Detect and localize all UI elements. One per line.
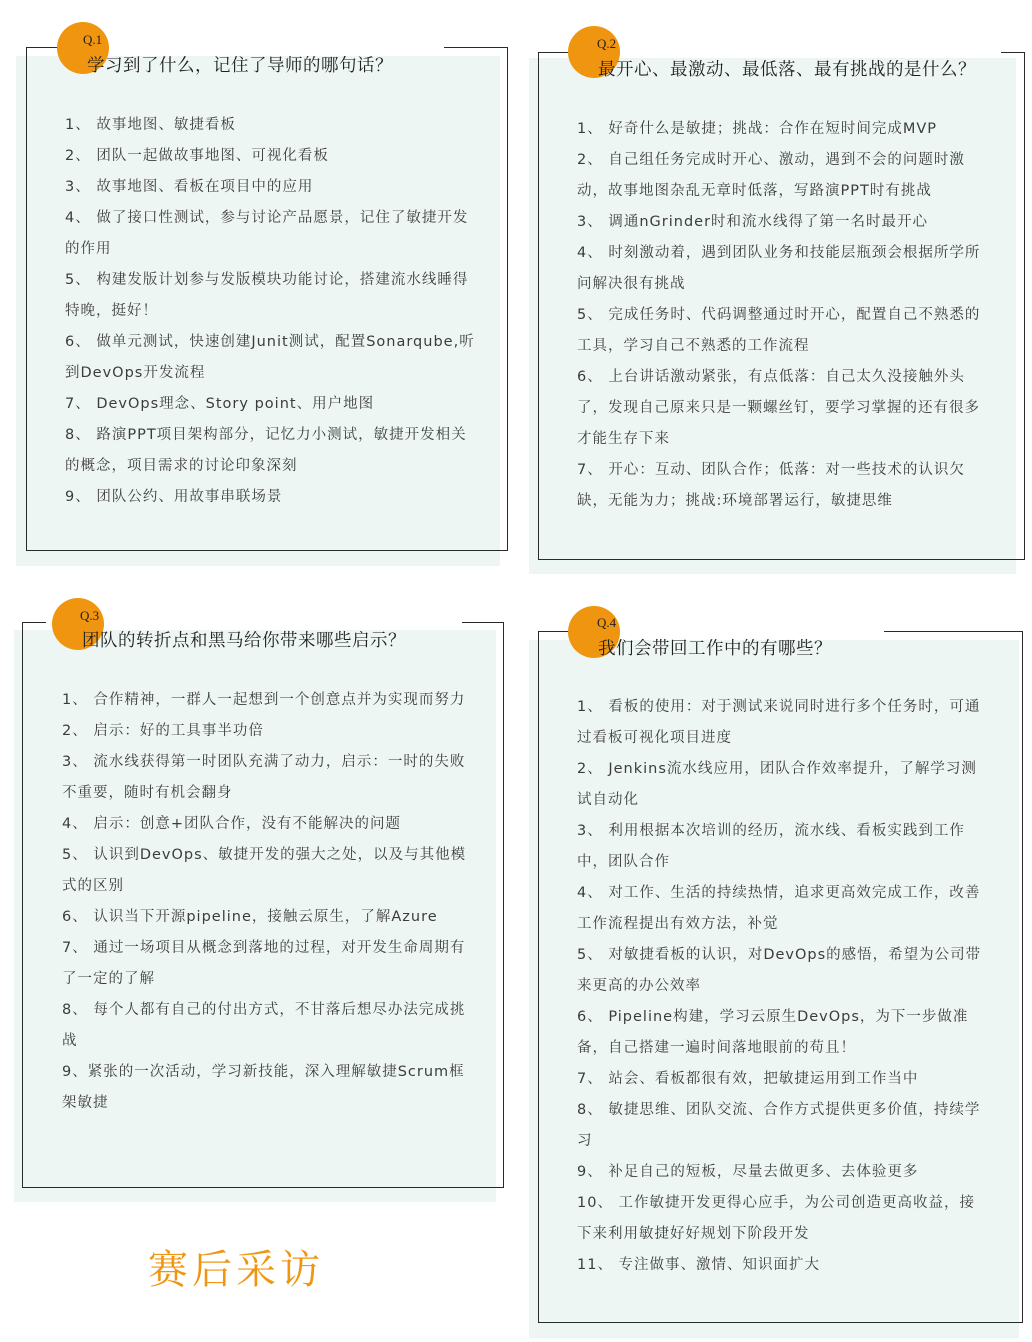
list-item: 9、 团队公约、用故事串联场景 <box>65 489 283 505</box>
answer-list <box>577 114 989 517</box>
list-item: 3、 流水线获得第一时团队充满了动力，启示：一时的失败不重要，随时有机会翻身 <box>62 754 466 801</box>
frame-gap <box>46 619 462 625</box>
list-item: 5、 完成任务时、代码调整通过时开心，配置自己不熟悉的工具，学习自己不熟悉的工作流程 <box>577 307 981 354</box>
list-item: 8、 每个人都有自己的付出方式，不甘落后想尽办法完成挑战 <box>62 1002 466 1049</box>
question-title: 我们会带回工作中的有哪些？ <box>598 639 832 659</box>
list-item: 4、 时刻激动着，遇到团队业务和技能层瓶颈会根据所学所问解决很有挑战 <box>577 245 981 292</box>
list-item: 9、紧张的一次活动，学习新技能，深入理解敏捷Scrum框架敏捷 <box>62 1064 465 1111</box>
list-item: 7、 DevOps理念、Story point、用户地图 <box>65 396 375 412</box>
list-item: 7、 站会、看板都很有效，把敏捷运用到工作当中 <box>577 1071 919 1087</box>
list-item: 3、 故事地图、看板在项目中的应用 <box>65 179 314 195</box>
section-title: 赛后采访 <box>148 1247 324 1293</box>
answer-list <box>62 685 470 1119</box>
list-item: 8、 路演PPT项目架构部分，记忆力小测试，敏捷开发相关的概念，项目需求的讨论印象深刻 <box>65 427 467 474</box>
list-item: 6、 做单元测试，快速创建Junit测试，配置Sonarqube,听到DevOps开发流程 <box>65 334 475 381</box>
list-item: 6、 上台讲话激动紧张，有点低落：自己太久没接触外头了，发现自己原来只是一颗螺丝钉，要学习掌握的还有很多才能生存下来 <box>577 369 980 447</box>
question-number: Q.4 <box>597 615 617 630</box>
list-item: 6、 认识当下开源pipeline，接触云原生，了解Azure <box>62 909 438 925</box>
list-item: 2、 Jenkins流水线应用，团队合作效率提升，了解学习测试自动化 <box>577 761 977 808</box>
list-item: 7、 开心：互动、团队合作；低落：对一些技术的认识欠缺，无能为力；挑战:环境部署运行，敏捷思维 <box>577 462 965 509</box>
answer-list <box>577 692 989 1281</box>
list-item: 11、 专注做事、激情、知识面扩大 <box>577 1257 821 1273</box>
list-item: 4、 对工作、生活的持续热情，追求更高效完成工作，改善工作流程提出有效方法，补觉 <box>577 885 981 932</box>
list-item: 1、 故事地图、敏捷看板 <box>65 117 236 133</box>
question-number: Q.3 <box>80 608 100 623</box>
question-title: 团队的转折点和黑马给你带来哪些启示？ <box>82 631 406 651</box>
frame-gap <box>585 49 1001 55</box>
list-item: 1、 好奇什么是敏捷；挑战：合作在短时间完成MVP <box>577 121 938 137</box>
answer-list <box>65 110 475 513</box>
list-item: 5、 认识到DevOps、敏捷开发的强大之处，以及与其他模式的区别 <box>62 847 467 894</box>
list-item: 2、 启示：好的工具事半功倍 <box>62 723 264 739</box>
frame-gap <box>584 628 884 634</box>
list-item: 4、 做了接口性测试，参与讨论产品愿景，记住了敏捷开发的作用 <box>65 210 469 257</box>
list-item: 7、 通过一场项目从概念到落地的过程，对开发生命周期有了一定的了解 <box>62 940 466 987</box>
list-item: 3、 调通nGrinder时和流水线得了第一名时最开心 <box>577 214 929 230</box>
list-item: 5、 构建发版计划参与发版模块功能讨论，搭建流水线睡得特晚，挺好！ <box>65 272 469 319</box>
question-title: 学习到了什么，记住了导师的哪句话？ <box>87 56 393 76</box>
list-item: 10、 工作敏捷开发更得心应手，为公司创造更高收益，接下来利用敏捷好好规划下阶段开发 <box>577 1195 976 1242</box>
list-item: 6、 Pipeline构建，学习云原生DevOps，为下一步做准备，自己搭建一遍时间落地眼前的苟且！ <box>577 1009 969 1056</box>
list-item: 1、 合作精神，一群人一起想到一个创意点并为实现而努力 <box>62 692 466 708</box>
frame-gap <box>72 44 444 50</box>
list-item: 2、 自己组任务完成时开心、激动，遇到不会的问题时激动，故事地图杂乱无章时低落，写路演PPT时有挑战 <box>577 152 965 199</box>
list-item: 5、 对敏捷看板的认识，对DevOps的感悟，希望为公司带来更高的办公效率 <box>577 947 982 994</box>
list-item: 2、 团队一起做故事地图、可视化看板 <box>65 148 329 164</box>
list-item: 1、 看板的使用：对于测试来说同时进行多个任务时，可通过看板可视化项目进度 <box>577 699 981 746</box>
list-item: 4、 启示：创意+团队合作，没有不能解决的问题 <box>62 816 401 832</box>
list-item: 8、 敏捷思维、团队交流、合作方式提供更多价值，持续学习 <box>577 1102 981 1149</box>
question-number: Q.2 <box>597 36 617 51</box>
list-item: 3、 利用根据本次培训的经历，流水线、看板实践到工作中，团队合作 <box>577 823 965 870</box>
list-item: 9、 补足自己的短板，尽量去做更多、去体验更多 <box>577 1164 919 1180</box>
question-title: 最开心、最激动、最低落、最有挑战的是什么？ <box>598 60 976 80</box>
question-number: Q.1 <box>83 32 103 47</box>
